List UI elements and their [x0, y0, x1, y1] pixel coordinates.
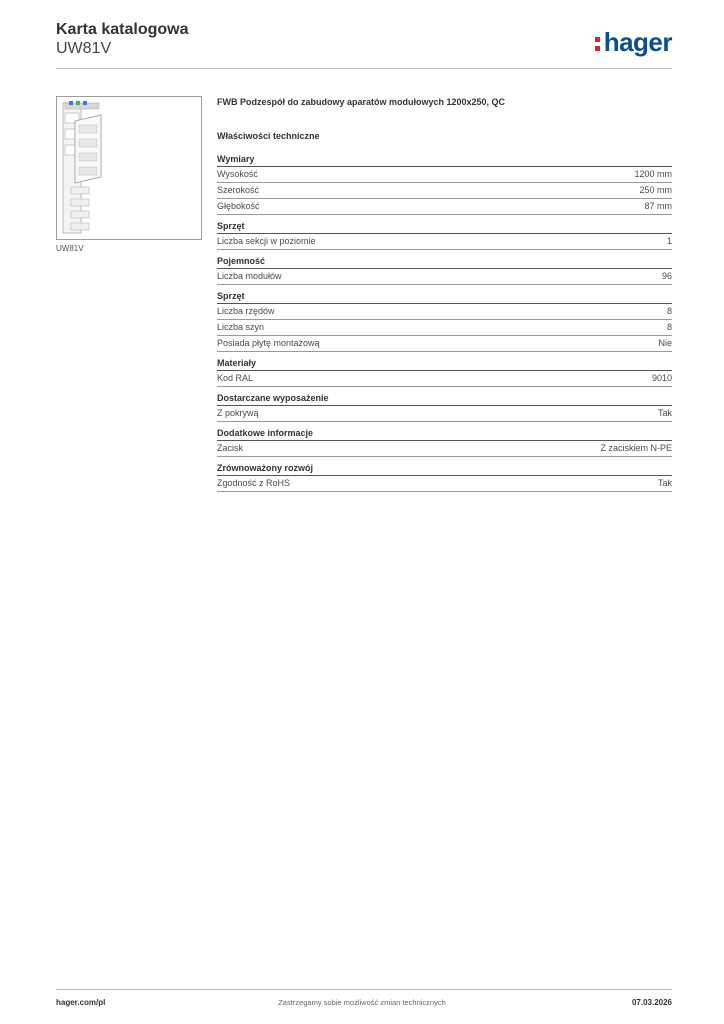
- spec-group: [217, 291, 672, 352]
- spec-value: Z zaciskiem N-PE: [600, 443, 672, 453]
- footer-disclaimer: Zastrzegamy sobie możliwość zmian technicznych: [278, 998, 446, 1007]
- spec-label: Liczba sekcji w poziomie: [217, 236, 316, 246]
- spec-label: Zgodność z RoHS: [217, 478, 291, 488]
- spec-row: [217, 476, 672, 492]
- spec-row: [217, 320, 672, 336]
- spec-group-title: Sprzęt: [217, 221, 672, 234]
- image-caption: UW81V: [56, 244, 84, 253]
- spec-group: [217, 393, 672, 422]
- distribution-board-icon: [57, 97, 201, 239]
- spec-row: [217, 441, 672, 457]
- spec-label: Głębokość: [217, 201, 260, 211]
- spec-row: [217, 304, 672, 320]
- spec-value: 250 mm: [639, 185, 672, 195]
- footer-website[interactable]: hager.com/pl: [56, 998, 106, 1007]
- spec-group-title: Zrównoważony rozwój: [217, 463, 672, 476]
- page-title: Karta katalogowa: [56, 21, 189, 38]
- spec-value: Nie: [658, 338, 672, 348]
- spec-row: [217, 234, 672, 250]
- product-code: UW81V: [56, 40, 112, 57]
- section-title: Właściwości techniczne: [217, 131, 320, 141]
- spec-label: Liczba rzędów: [217, 306, 275, 316]
- spec-value: 1200 mm: [634, 169, 672, 179]
- spec-group: [217, 256, 672, 285]
- spec-group-title: Dostarczane wyposażenie: [217, 393, 672, 406]
- spec-label: Szerokość: [217, 185, 260, 195]
- spec-value: Tak: [657, 408, 672, 418]
- spec-value: Tak: [657, 478, 672, 488]
- spec-group: [217, 358, 672, 387]
- spec-value: 8: [666, 322, 672, 332]
- spec-group-title: Sprzęt: [217, 291, 672, 304]
- spec-value: 9010: [651, 373, 672, 383]
- spec-content: [217, 97, 672, 498]
- spec-row: [217, 371, 672, 387]
- spec-label: Posiada płytę montażową: [217, 338, 320, 348]
- footer-divider: [56, 989, 672, 990]
- spec-group-title: Dodatkowe informacje: [217, 428, 672, 441]
- header-divider: [56, 68, 672, 69]
- spec-group: [217, 221, 672, 250]
- spec-row: [217, 183, 672, 199]
- spec-group: [217, 428, 672, 457]
- spec-group: [217, 154, 672, 215]
- hager-logo: [595, 27, 672, 58]
- product-image: [56, 96, 202, 240]
- logo-dots-icon: [595, 34, 601, 54]
- spec-group: [217, 463, 672, 492]
- spec-row: [217, 336, 672, 352]
- spec-group-title: Pojemność: [217, 256, 672, 269]
- spec-value: 8: [666, 306, 672, 316]
- spec-group-title: Materiały: [217, 358, 672, 371]
- spec-label: Zacisk: [217, 443, 244, 453]
- spec-label: Z pokrywą: [217, 408, 259, 418]
- spec-value: 96: [661, 271, 672, 281]
- spec-label: Wysokość: [217, 169, 258, 179]
- spec-label: Liczba modułów: [217, 271, 282, 281]
- spec-row: [217, 167, 672, 183]
- spec-groups: [217, 154, 672, 492]
- spec-row: [217, 269, 672, 285]
- spec-group-title: Wymiary: [217, 154, 672, 167]
- spec-value: 1: [666, 236, 672, 246]
- spec-label: Kod RAL: [217, 373, 254, 383]
- product-name: FWB Podzespół do zabudowy aparatów modułowych 1200x250, QC: [217, 97, 506, 107]
- footer-date: 07.03.2026: [631, 998, 672, 1007]
- spec-value: 87 mm: [644, 201, 672, 211]
- logo-text: hager: [603, 27, 672, 57]
- spec-row: [217, 199, 672, 215]
- spec-row: [217, 406, 672, 422]
- spec-label: Liczba szyn: [217, 322, 265, 332]
